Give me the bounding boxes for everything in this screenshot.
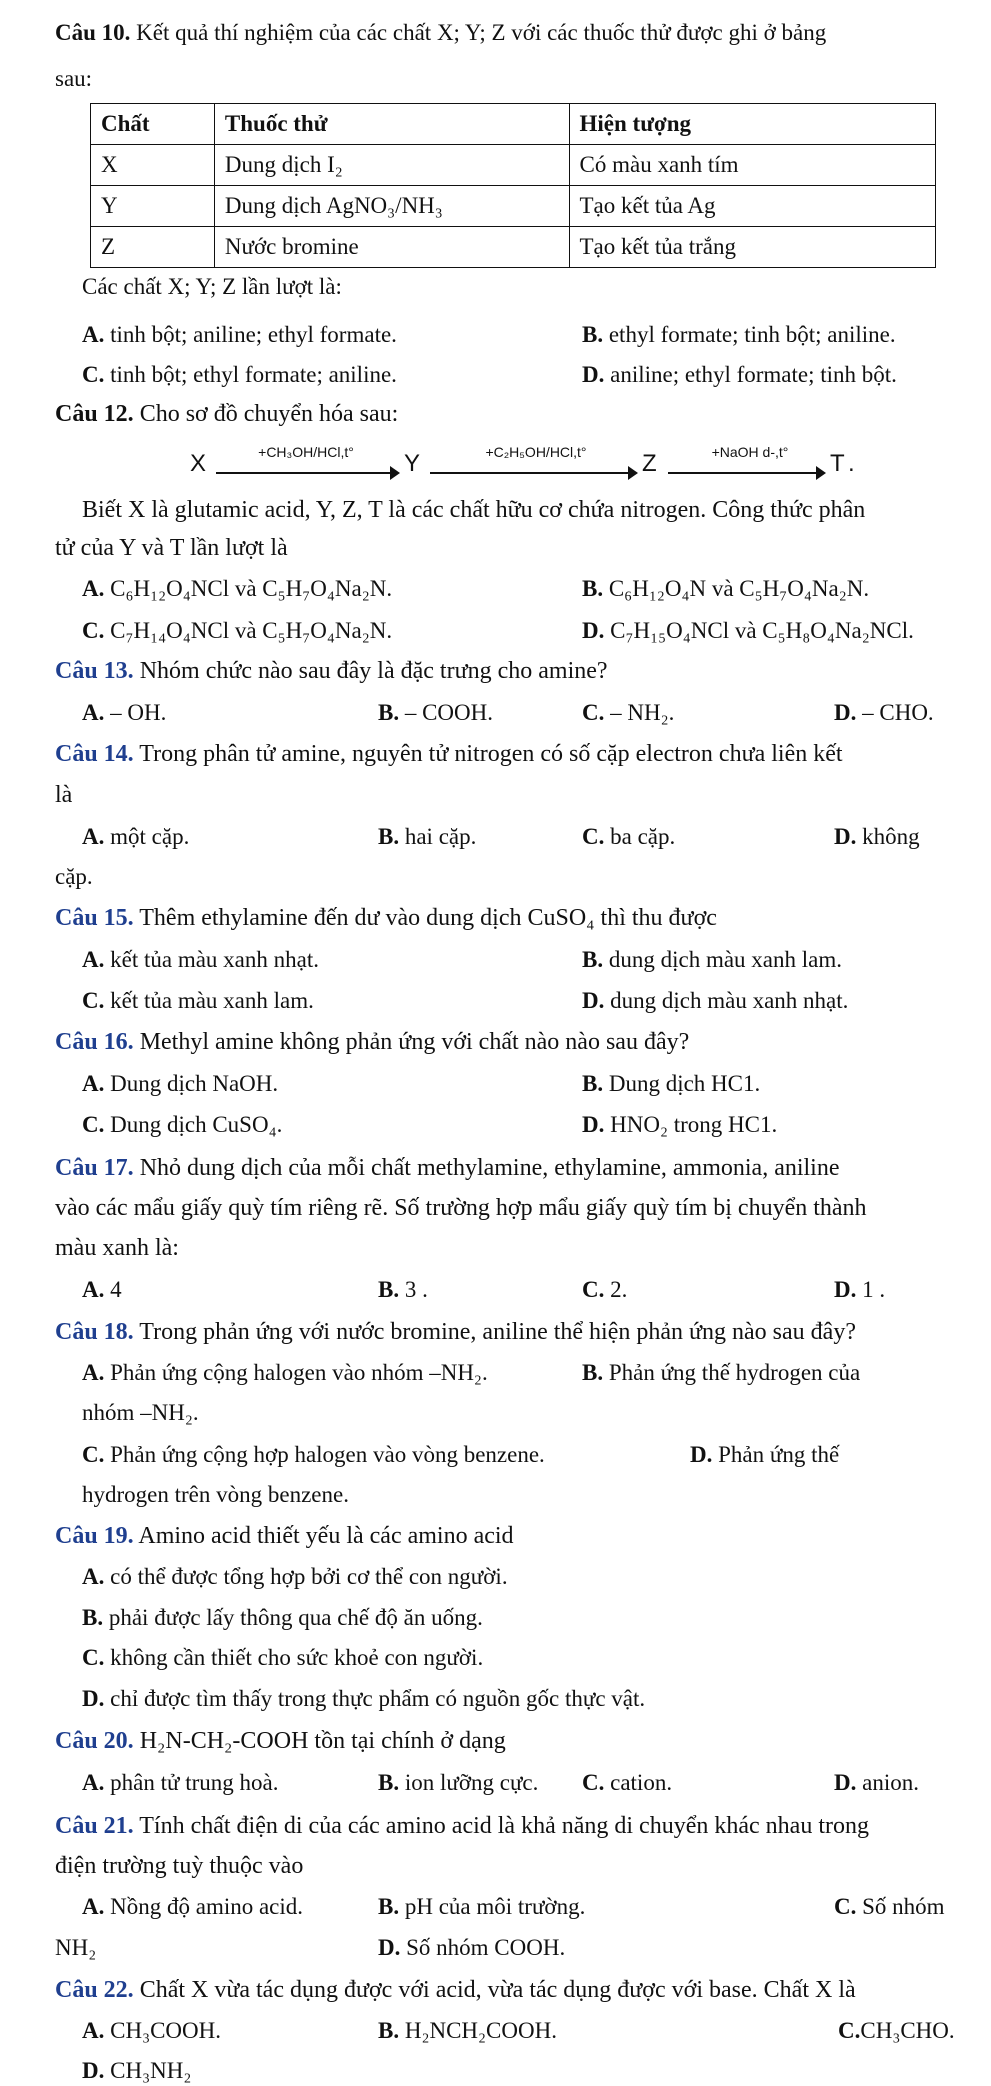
q15-head: Câu 15. [55, 905, 134, 931]
option-b: B. pH của môi trường. [378, 1894, 586, 1919]
option-c: C. – NH₂. [582, 700, 675, 725]
q10-head: Câu 10. [55, 20, 131, 45]
option-a: A. Nồng độ amino acid. [82, 1894, 304, 1919]
q14-wrap: cặp. [55, 864, 93, 889]
q14-stem: Câu 14. Trong phân tử amine, nguyên tử nitrogen có số cặp electron chưa liên kết [55, 741, 843, 767]
option-a: A. Dung dịch NaOH. [82, 1071, 279, 1096]
condition-3: +NaOH d-,t° [711, 444, 789, 460]
option-c: C. ba cặp. [582, 824, 676, 849]
option-a: A. C₆H₁₂O₄NCl và C₅H₇O₄Na₂N. [82, 576, 393, 601]
q19-head: Câu 19. [55, 1523, 134, 1549]
q21-line2: điện trường tuỳ thuộc vào [55, 1853, 304, 1879]
option-c: C. Phản ứng cộng hợp halogen vào vòng benzene. [82, 1442, 545, 1467]
table-header-cell: Hiện tượng [569, 104, 936, 145]
table-cell: Tạo kết tủa Ag [569, 186, 936, 227]
option-b: B. 3 . [378, 1277, 428, 1302]
option-b: B. hai cặp. [378, 824, 477, 849]
table-cell: Có màu xanh tím [569, 145, 936, 186]
option-b: B. Phản ứng thế hydrogen của [582, 1360, 861, 1385]
q16-stem: Câu 16. Methyl amine không phản ứng với chất nào nào sau đây? [55, 1029, 690, 1055]
table-cell: Tạo kết tủa trắng [569, 227, 936, 268]
q22-head: Câu 22. [55, 1977, 134, 2003]
table-cell: Z [91, 227, 215, 268]
q16-head: Câu 16. [55, 1029, 134, 1055]
option-d: D. 1 . [834, 1277, 886, 1302]
table-row [91, 227, 936, 268]
option-d-wrap: hydrogen trên vòng benzene. [82, 1482, 349, 1507]
option-b: B. Dung dịch HC1. [582, 1071, 761, 1096]
q10-intro [55, 18, 826, 48]
option-d: D. Số nhóm COOH. [378, 1935, 566, 1960]
option-b-wrap: nhóm –NH₂. [82, 1400, 199, 1425]
option-a: A. Phản ứng cộng halogen vào nhóm –NH₂. [82, 1360, 488, 1385]
arrow-head-icon [390, 466, 400, 480]
option-b: B. ion lưỡng cực. [378, 1770, 539, 1795]
table-row [91, 145, 936, 186]
option-d: D. C₇H₁₅O₄NCl và C₅H₈O₄Na₂NCl. [582, 618, 914, 643]
option-a: A. phân tử trung hoà. [82, 1770, 279, 1795]
table-header-row [91, 104, 936, 145]
option-b: B. C₆H₁₂O₄N và C₅H₇O₄Na₂N. [582, 576, 870, 601]
option-a: A. CH₃COOH. [82, 2018, 222, 2043]
q10-question: Các chất X; Y; Z lần lượt là: [82, 274, 342, 299]
option-d: D. chỉ được tìm thấy trong thực phẩm có nguồn gốc thực vật. [82, 1686, 646, 1711]
species-t: T [830, 450, 845, 477]
q10-text: Kết quả thí nghiệm của các chất X; Y; Z với các thuốc thử được ghi ở bảng [130, 20, 827, 45]
q14-head: Câu 14. [55, 741, 134, 767]
arrow-icon [216, 472, 392, 474]
option-d: D. HNO₂ trong HC1. [582, 1112, 778, 1137]
condition-2: +C₂H₅OH/HCl,t° [485, 444, 587, 460]
q12-stem: Câu 12. Cho sơ đồ chuyển hóa sau: [55, 401, 399, 427]
option-c: C. Số nhóm [834, 1894, 945, 1919]
option-a: A. tinh bột; aniline; ethyl formate. [82, 322, 397, 347]
q17-line2: vào các mẩu giấy quỳ tím riêng rẽ. Số trường hợp mẩu giấy quỳ tím bị chuyển thành [55, 1195, 867, 1221]
table-cell: Dung dịch AgNO₃/NH₃ [214, 186, 569, 227]
option-a: A. – OH. [82, 700, 167, 725]
option-a: A. có thể được tổng hợp bởi cơ thể con người. [82, 1564, 508, 1589]
arrow-head-icon [628, 466, 638, 480]
table-cell: X [91, 145, 215, 186]
table-header-cell: Thuốc thử [214, 104, 569, 145]
results-table [90, 103, 936, 268]
q20-head: Câu 20. [55, 1728, 134, 1754]
option-d: D. dung dịch màu xanh nhạt. [582, 988, 849, 1013]
option-c: C. Dung dịch CuSO₄. [82, 1112, 283, 1137]
q12-line2: tử của Y và T lần lượt là [55, 535, 288, 561]
species-z: Z [642, 450, 657, 477]
option-c-wrap: NH₂ [55, 1935, 97, 1960]
option-d: D. Phản ứng thế [690, 1442, 840, 1467]
option-a: A. một cặp. [82, 824, 190, 849]
option-d: D. anion. [834, 1770, 919, 1795]
table-row [91, 186, 936, 227]
q17-line3: màu xanh là: [55, 1235, 179, 1261]
option-d: D. không [834, 824, 920, 849]
option-a: A. kết tủa màu xanh nhạt. [82, 947, 319, 972]
option-b: B. H₂NCH₂COOH. [378, 2018, 557, 2043]
option-b: B. dung dịch màu xanh lam. [582, 947, 842, 972]
option-c: C. không cần thiết cho sức khoẻ con người. [82, 1645, 484, 1670]
q21-stem: Câu 21. Tính chất điện di của các amino acid là khả năng di chuyển khác nhau trong [55, 1813, 869, 1839]
option-d: D. CH₃NH₂ [82, 2058, 192, 2083]
q20-stem: Câu 20. H₂N-CH₂-COOH tồn tại chính ở dạng [55, 1728, 506, 1754]
condition-1: +CH₃OH/HCl,t° [258, 444, 354, 460]
q15-stem: Câu 15. Thêm ethylamine đến dư vào dung dịch CuSO₄ thì thu được [55, 905, 717, 931]
option-b: B. phải được lấy thông qua chế độ ăn uống. [82, 1605, 483, 1630]
q17-stem: Câu 17. Nhỏ dung dịch của mỗi chất methylamine, ethylamine, ammonia, aniline [55, 1155, 840, 1181]
scheme-period: . [848, 450, 855, 477]
option-c: C. kết tủa màu xanh lam. [82, 988, 314, 1013]
q22-stem: Câu 22. Chất X vừa tác dụng được với acid, vừa tác dụng được với base. Chất X là [55, 1977, 856, 2003]
option-c: C. 2. [582, 1277, 628, 1302]
arrow-icon [430, 472, 630, 474]
q13-head: Câu 13. [55, 658, 134, 684]
option-d: D. – CHO. [834, 700, 934, 725]
q18-head: Câu 18. [55, 1319, 134, 1345]
arrow-head-icon [816, 466, 826, 480]
q13-stem: Câu 13. Nhóm chức nào sau đây là đặc trưng cho amine? [55, 658, 608, 684]
q14-line2: là [55, 782, 73, 808]
q18-stem: Câu 18. Trong phản ứng với nước bromine, aniline thể hiện phản ứng nào sau đây? [55, 1319, 856, 1345]
table-cell: Dung dịch I₂ [214, 145, 569, 186]
species-x: X [190, 450, 207, 477]
table-cell: Nước bromine [214, 227, 569, 268]
option-b: B. ethyl formate; tinh bột; aniline. [582, 322, 896, 347]
q12-line1: Biết X là glutamic acid, Y, Z, T là các chất hữu cơ chứa nitrogen. Công thức phân [82, 497, 866, 523]
q17-head: Câu 17. [55, 1155, 134, 1181]
option-d: D. aniline; ethyl formate; tinh bột. [582, 362, 897, 387]
option-a: A. 4 [82, 1277, 122, 1302]
species-y: Y [404, 450, 421, 477]
table-cell: Y [91, 186, 215, 227]
option-b: B. – COOH. [378, 700, 494, 725]
q19-stem: Câu 19. Amino acid thiết yếu là các amino acid [55, 1523, 514, 1549]
arrow-icon [668, 472, 818, 474]
option-c: C. cation. [582, 1770, 673, 1795]
option-c: C.CH₃CHO. [838, 2018, 955, 2043]
table-header-cell: Chất [91, 104, 215, 145]
q10-intro-wrap: sau: [55, 66, 93, 91]
q12-head: Câu 12. [55, 401, 134, 427]
option-c: C. C₇H₁₄O₄NCl và C₅H₇O₄Na₂N. [82, 618, 393, 643]
option-c: C. tinh bột; ethyl formate; aniline. [82, 362, 397, 387]
q21-head: Câu 21. [55, 1813, 134, 1839]
